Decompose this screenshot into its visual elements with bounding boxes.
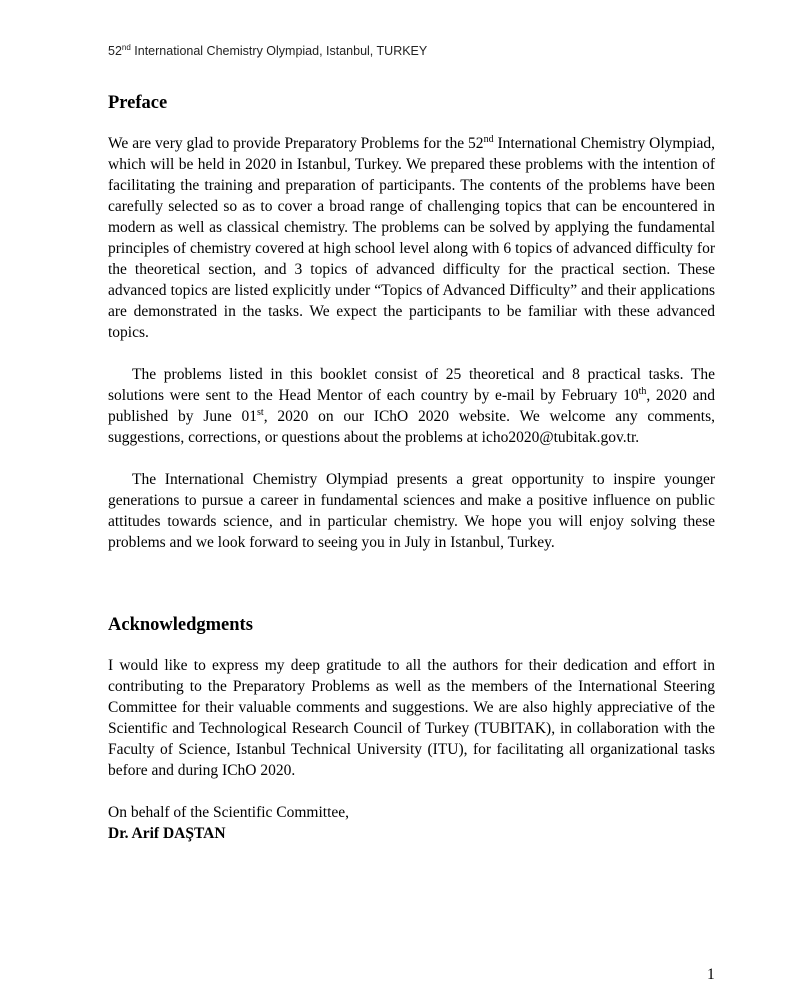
page-number: 1 <box>707 966 715 983</box>
running-header <box>108 44 427 58</box>
signature-block <box>108 802 715 844</box>
preface-p2-superscript-1: th <box>638 386 647 397</box>
acknowledgments-paragraph: I would like to express my deep gratitude to all the authors for their dedication and effort in contributing to the Preparatory Problems as well as the members of the International Steering Committee for their valuable comments and suggestions. We are also highly appreciative of the Scientific and Technological Research Council of Turkey (TUBITAK), in collaboration with the Faculty of Science, Istanbul Technical University (ITU), for facilitating all organizational tasks before and during IChO 2020. <box>108 657 715 779</box>
preface-p2-superscript-2: st <box>257 407 264 418</box>
preface-paragraph-3: The International Chemistry Olympiad presents a great opportunity to inspire younger generations to pursue a career in fundamental sciences and make a positive influence on public attitudes towards science, and in particular chemistry. We hope you will enjoy solving these problems and we look forward to seeing you in July in Istanbul, Turkey. <box>108 471 715 551</box>
preface-paragraph-2 <box>108 364 715 448</box>
preface-p1-superscript: nd <box>483 134 494 145</box>
preface-p2-text-b: , 2020 and published by June 01 <box>108 387 715 425</box>
preface-p2-text-a: The problems listed in this booklet consist of 25 theoretical and 8 practical tasks. The solutions were sent to the Head Mentor of each country by e-mail by February 10 <box>108 366 715 404</box>
signature-line: On behalf of the Scientific Committee, <box>108 804 350 821</box>
preface-paragraph-1 <box>108 133 715 343</box>
header-superscript: nd <box>121 43 131 52</box>
preface-heading: Preface <box>108 93 168 113</box>
signer-name: Dr. Arif DAŞTAN <box>108 825 226 842</box>
preface-p1-text-a: We are very glad to provide Preparatory Problems for the 52 <box>108 135 484 152</box>
header-prefix: 52 <box>108 44 122 58</box>
page-content <box>108 92 715 844</box>
preface-p1-text-b: International Chemistry Olympiad, which will be held in 2020 in Istanbul, Turkey. We prepared these problems with the intention of facilitating the training and preparation of participants. The contents of the problems have been carefully selected so as to cover a broad range of challenging topics that can be encountered in modern as well as classical chemistry. The problems can be solved by applying the fundamental principles of chemistry covered at high school level along with 6 topics of advanced difficulty for the theoretical section, and 3 topics of advanced difficulty for the practical section. These advanced topics are listed explicitly under “Topics of Advanced Difficulty” and their applications are demonstrated in the tasks. We expect the participants to be familiar with these advanced topics. <box>108 135 716 341</box>
acknowledgments-heading: Acknowledgments <box>108 615 253 635</box>
preface-p2-text-c: , 2020 on our IChO 2020 website. We welcome any comments, suggestions, corrections, or questions about the problems at icho2020@tubitak.gov.tr. <box>108 408 716 446</box>
header-text: International Chemistry Olympiad, Istanbul, TURKEY <box>130 44 428 58</box>
